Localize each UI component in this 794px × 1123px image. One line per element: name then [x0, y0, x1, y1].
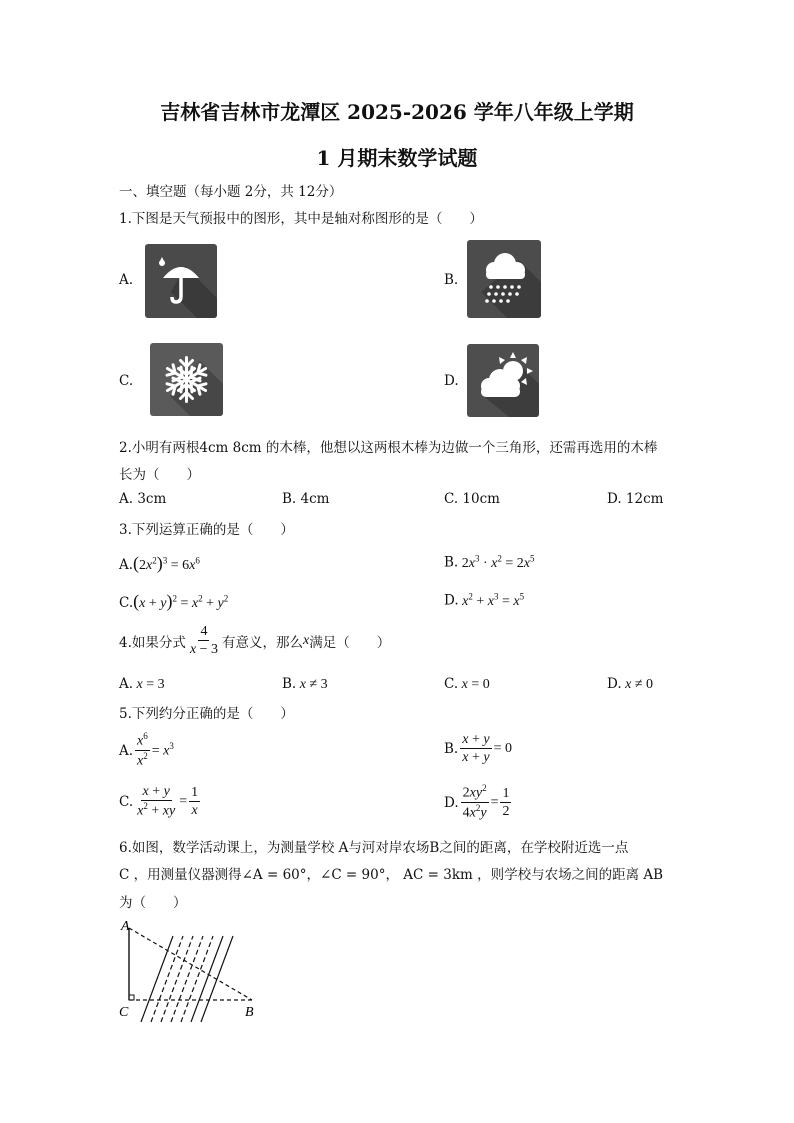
q1-option-c-label: C. — [119, 373, 134, 389]
fraction: $\frac{1}{2}$ — [502, 785, 510, 820]
umbrella-icon — [145, 244, 217, 318]
q3-option-b-label: B. — [444, 554, 459, 571]
figure-label-a: A — [121, 919, 130, 934]
q5-option-a-label: A. — [119, 742, 134, 759]
math-expression: x ≠ 3 — [299, 677, 328, 692]
math-expression: = $x^3$ — [151, 741, 174, 759]
q3-option-a-label: A. — [119, 557, 134, 573]
q4-stem-prefix: 4.如果分式 — [119, 634, 186, 651]
snowflake-icon — [150, 343, 223, 416]
math-expression: = 0 — [493, 740, 512, 756]
question-6-stem-line1: 6.如图，数学活动课上，为测量学校 A与河对岸农场B之间的距离，在学校附近选一点 — [119, 840, 629, 856]
q4-stem-end: 满足（ ） — [309, 634, 391, 651]
q5-option-a — [119, 732, 174, 769]
math-expression: $2x^3 \cdot x^2 = 2x^5$ — [458, 553, 535, 571]
question-6-stem-line2: C ，用测量仪器测得∠A = 60°，∠C = 90°， AC = 3km ，则学校与农场之间的距离 AB — [119, 867, 664, 883]
fraction: $\frac{1}{x}$ — [191, 784, 199, 819]
math-expression: x ≠ 0 — [625, 677, 654, 692]
fraction: $\frac{x + y}{x^2 + xy}$ — [137, 784, 176, 820]
q5-option-b-label: B. — [444, 740, 459, 757]
q3-option-c-label: C. — [119, 595, 134, 611]
fraction: $\frac{x^6}{x^2}$ — [137, 731, 148, 769]
math-expression: = — [490, 794, 499, 810]
question-5-stem: 5.下列约分正确的是（ ） — [119, 706, 294, 722]
math-expression: = — [179, 793, 188, 809]
fraction: $\frac{2xy^2}{4x^2y}$ — [462, 783, 487, 821]
q2-option-b: B. 4cm — [282, 491, 330, 507]
math-expression: x = 0 — [461, 677, 490, 692]
math-expression: $x^2 + x^3 = x^5$ — [462, 591, 525, 609]
q4-option-a-label: A. — [119, 676, 134, 692]
q5-option-d — [444, 784, 513, 821]
q2-option-d: D. 12cm — [607, 491, 664, 507]
q5-option-c — [119, 784, 202, 819]
q3-option-b — [444, 553, 534, 572]
q1-option-b-label: B. — [444, 272, 459, 288]
q2-option-a: A. 3cm — [119, 491, 167, 507]
q3-option-a — [119, 553, 200, 574]
math-expression: $(x + y)^2 = x^2 + y^2$ — [133, 591, 229, 611]
page-title: 吉林省吉林市龙潭区 2025-2026 学年八年级上学期 — [160, 100, 634, 124]
question-1-stem: 1.下图是天气预报中的图形，其中是轴对称图形的是（ ） — [119, 211, 483, 227]
q1-option-d-label: D. — [444, 373, 459, 389]
q2-option-c: C. 10cm — [444, 491, 500, 507]
q4-option-a — [119, 676, 165, 693]
sun-behind-cloud-icon — [467, 344, 539, 417]
q3-option-d — [444, 591, 524, 610]
q4-stem-suffix: 有意义，那么 — [222, 634, 304, 651]
q4-option-b-label: B. — [282, 676, 297, 692]
section-heading: 一、填空题（每小题 2分，共 12分） — [119, 184, 343, 200]
q4-option-c — [444, 676, 490, 693]
question-2-stem-line2: 长为（ ） — [119, 467, 200, 483]
q4-option-d-label: D. — [607, 676, 622, 692]
q5-option-b — [444, 732, 512, 766]
q5-option-d-label: D. — [444, 794, 459, 811]
question-6-stem-line3: 为（ ） — [119, 895, 187, 911]
question-3-stem: 3.下列运算正确的是（ ） — [119, 522, 294, 538]
river-distance-figure — [115, 916, 275, 1026]
figure-label-b: B — [245, 1005, 254, 1020]
q4-option-b — [282, 676, 328, 693]
page-subtitle: 1 月期末数学试题 — [316, 146, 478, 170]
question-4-stem — [119, 624, 390, 658]
q5-option-c-label: C. — [119, 793, 134, 810]
figure-label-c: C — [119, 1005, 129, 1020]
question-2-stem-line1: 2.小明有两根4cm 8cm 的木棒，他想以这两根木棒为边做一个三角形，还需再选用的木棒 — [119, 440, 658, 456]
q1-option-a-label: A. — [119, 272, 134, 288]
fraction: $\frac{x + y}{x + y}$ — [462, 732, 490, 766]
q4-option-c-label: C. — [444, 676, 459, 692]
q4-option-d — [607, 676, 653, 693]
q3-option-c — [119, 591, 228, 612]
q4-stem-var: x — [303, 632, 310, 648]
math-expression: $(2x^2)^3 = 6x^6$ — [133, 553, 200, 573]
rain-cloud-icon — [467, 240, 541, 318]
math-expression: x = 3 — [136, 677, 165, 692]
fraction: $\frac{4}{x - 3}$ — [189, 624, 219, 658]
q3-option-d-label: D. — [444, 592, 459, 609]
